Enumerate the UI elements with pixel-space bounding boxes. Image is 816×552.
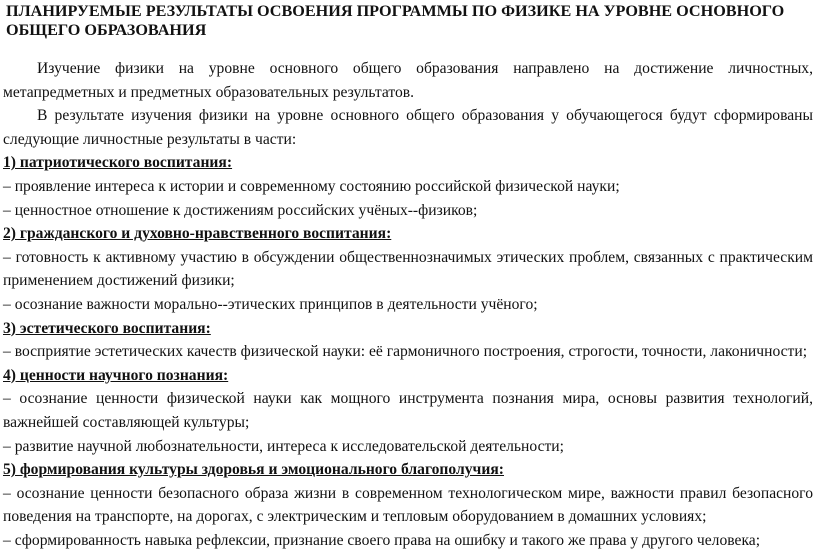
document-page bbox=[3, 2, 813, 552]
section-heading bbox=[3, 458, 813, 482]
list-item: – готовность к активному участию в обсуждении общественнозначимых этических проблем, связанных с практическим применением достижений физики; bbox=[3, 248, 813, 290]
section-heading bbox=[3, 151, 813, 175]
list-item: – сформированность навыка рефлексии, признание своего права на ошибку и такого же права у другого человека; bbox=[3, 531, 761, 549]
intro-paragraph: Изучение физики на уровне основного общего образования направлено на достижение личностных, метапредметных и предметных образовательных результатов. bbox=[3, 60, 813, 101]
list-item: – осознание ценности безопасного образа жизни в современном технологическом мире, важности правил безопасного поведения на транспорте, на дорогах, с электрическим и тепловым оборудованием в домашних условиях; bbox=[3, 484, 813, 526]
section-heading-text: 4) ценности научного познания: bbox=[3, 366, 229, 384]
section-heading-text: 2) гражданского и духовно-нравственного воспитания: bbox=[3, 225, 392, 243]
section-heading bbox=[3, 222, 813, 246]
spacer bbox=[3, 40, 813, 57]
list-item: – проявление интереса к истории и современному состоянию российской физической науки; bbox=[3, 177, 620, 195]
document-title: ПЛАНИРУЕМЫЕ РЕЗУЛЬТАТЫ ОСВОЕНИЯ ПРОГРАММЫ ПО ФИЗИКЕ НА УРОВНЕ ОСНОВНОГО ОБЩЕГО ОБРАЗОВАНИЯ bbox=[6, 2, 785, 39]
section-heading-text: 5) формирования культуры здоровья и эмоционального благополучия: bbox=[3, 461, 504, 479]
list-item: – осознание ценности физической науки как мощного инструмента познания мира, основы развития технологий, важнейшей составляющей культуры; bbox=[3, 390, 813, 431]
list-item: – ценностное отношение к достижениям российских учёных--физиков; bbox=[3, 201, 478, 219]
section-heading bbox=[3, 317, 813, 341]
list-item: – осознание важности морально--этических принципов в деятельности учёного; bbox=[3, 295, 538, 313]
section-heading bbox=[3, 364, 813, 388]
list-item: – развитие научной любознательности, интереса к исследовательской деятельности; bbox=[3, 437, 564, 455]
intro-paragraph: В результате изучения физики на уровне основного общего образования у обучающегося будут сформированы следующие личностные результаты в части: bbox=[3, 107, 813, 148]
section-heading-text: 3) эстетического воспитания: bbox=[3, 319, 211, 337]
section-heading-text: 1) патриотического воспитания: bbox=[3, 154, 233, 172]
list-item: – восприятие эстетических качеств физической науки: её гармоничного построения, строгости, точности, лаконичности; bbox=[3, 343, 808, 361]
